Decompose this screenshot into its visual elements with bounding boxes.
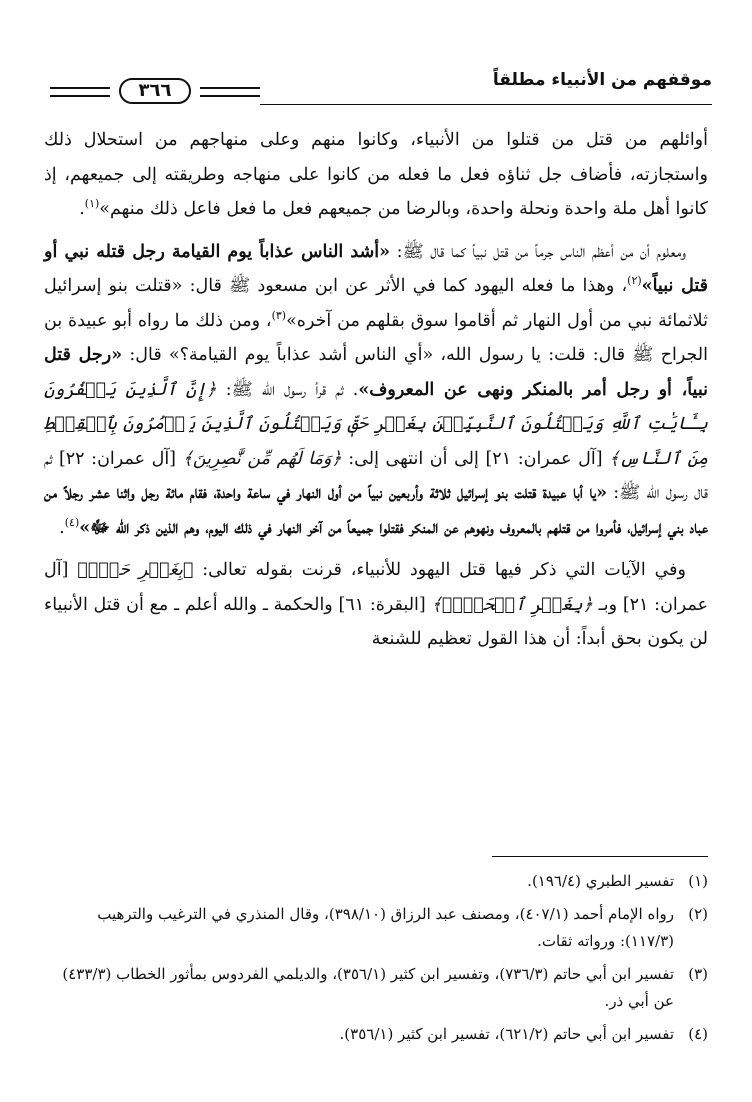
- paragraph-1: [44, 123, 708, 227]
- ornament-rule-left: [50, 87, 110, 97]
- hadith-quote: «أشد الناس عذاباً يوم القيامة رجل قتله نبي أو قتل نبياً»: [44, 241, 708, 296]
- running-title: موقفهم من الأنبياء مطلقاً: [492, 70, 712, 90]
- footnote-number: (٣): [688, 965, 708, 983]
- text-run: . ثم قرأ رسول الله ﷺ:: [216, 379, 359, 400]
- quran-verse: ﴿بِغَيۡرِ ٱلۡحَقِّۗ﴾: [431, 594, 593, 615]
- footnote-number: (٢): [688, 905, 708, 923]
- footnote-number: (٤): [688, 1025, 708, 1043]
- hadith-quote: «رجل قتل نبياً، أو رجل أمر بالمنكر ونهى عن المعروف»: [44, 345, 708, 400]
- paragraph-2: [44, 235, 708, 546]
- footnote-ref-1[interactable]: (١): [84, 197, 100, 211]
- text-run: ، ومن ذلك ما رواه أبو عبيدة بن الجراح ﷺ قال: قلت: يا رسول الله، «أي الناس أشد عذاباً يوم القيامة؟» قال:: [44, 310, 709, 365]
- quran-verse: ﴿وَمَا لَهُم مِّن نَّٰصِرِينَ﴾: [182, 448, 342, 469]
- ornament-rule-right: [200, 87, 260, 97]
- hadith-quote: «يا أبا عبيدة قتلت بنو إسرائيل ثلاثة وأربعين نبياً من أول النهار في ساعة واحدة، فقام مائة رجل واثنا عشر رجلاً من عباد بني إسرائيل، فأمروا من قتلهم بالمعروف ونهوهم عن المنكر فقتلوا جميعاً من آخر النهار في ذلك اليوم، وهم الذين ذكر الله ﷻ»: [44, 483, 708, 538]
- page-number: ٣٦٦: [119, 78, 192, 104]
- text-run: [آل عمران: ٢١] وبـ: [44, 560, 709, 615]
- text-run: [آل عمران: ٢١] إلى أن انتهى إلى:: [341, 448, 610, 469]
- footnotes: [44, 868, 708, 1054]
- footnote-text: تفسير ابن أبي حاتم (٧٣٦/٣)، وتفسير ابن كثير (٣٥٦/١)، والديلمي الفردوس بمأثور الخطاب (٤٣٣/٣) عن أبي ذر.: [62, 965, 674, 1010]
- text-run: وفي الآيات التي ذكر فيها قتل اليهود للأنبياء، قرنت بقوله تعالى:: [193, 560, 686, 580]
- quran-verse: ﴿بِغَيۡرِ حَقّٖ﴾: [77, 560, 194, 580]
- text-run: [البقرة: ٦١] والحكمة ـ والله أعلم ـ مع أن قتل الأنبياء لن يكون بحق أبداً: أن هذا القول تعظيم للشنعة: [44, 594, 708, 649]
- footnote-ref-2[interactable]: (٢): [627, 274, 642, 288]
- text-run: أوائلهم من قتل من قتلوا من الأنبياء، وكانوا منهم وعلى منهاجهم من استحلال ذلك واستجازته، فأضاف جل ثناؤه فعل ما فعله من كانوا على منهاجه وطريقته إلى جميعهم، إذ كانوا أهل ملة واحدة ونحلة واحدة، وبالرضا من جميعهم فعل ما فعل فاعل ذلك منهم»: [44, 130, 708, 219]
- text-run: ، وهذا ما فعله اليهود كما في الأثر عن ابن مسعود ﷺ قال: «قتلت بنو إسرائيل ثلاثمائة نبي من أول النهار ثم أقاموا سوق بقلهم من آخره»: [44, 276, 708, 331]
- footnote-ref-3[interactable]: (٣): [271, 308, 287, 322]
- footnote-4: [44, 1021, 708, 1048]
- footnote-text: رواه الإمام أحمد (٤٠٧/١)، ومصنف عبد الرزاق (٣٩٨/١٠)، وقال المنذري في الترغيب والترهيب (١١٧/٣): ورواته ثقات.: [97, 905, 674, 950]
- quran-verse: ﴿إِنَّ ٱلَّذِينَ يَكۡفُرُونَ بِـَٔايَٰتِ ٱللَّهِ وَيَقۡتُلُونَ ٱلنَّبِيِّـۧنَ بِغَيۡرِ حَقّٖ وَيَقۡتُلُونَ ٱلَّذِينَ يَأۡمُرُونَ بِٱلۡقِسۡطِ مِنَ ٱلنَّاسِ﴾: [44, 379, 708, 469]
- text-run: ومعلوم أن من أعظم الناس جرماً من قتل نبياً كما قال ﷺ:: [390, 241, 687, 262]
- text-run: [آل عمران: ٢٢] ثم قال رسول الله ﷺ:: [44, 448, 709, 503]
- footnote-text: تفسير ابن أبي حاتم (٦٢١/٢)، تفسير ابن كثير (٣٥٦/١).: [339, 1025, 674, 1043]
- header-rule: [260, 104, 712, 105]
- footnote-number: (١): [688, 872, 708, 890]
- page-header: [50, 58, 712, 108]
- page-number-ornament: [50, 78, 260, 104]
- footnote-ref-4[interactable]: (٤): [64, 515, 80, 529]
- main-text: [44, 123, 708, 657]
- footnote-1: [44, 868, 708, 895]
- footnote-3: [44, 961, 708, 1015]
- footnote-2: [44, 901, 708, 955]
- text-run: .: [79, 199, 85, 219]
- footnote-text: تفسير الطبري (١٩٦/٤).: [527, 872, 674, 890]
- text-run: .: [59, 517, 65, 538]
- footnote-separator: [492, 856, 708, 857]
- paragraph-3: [44, 553, 708, 657]
